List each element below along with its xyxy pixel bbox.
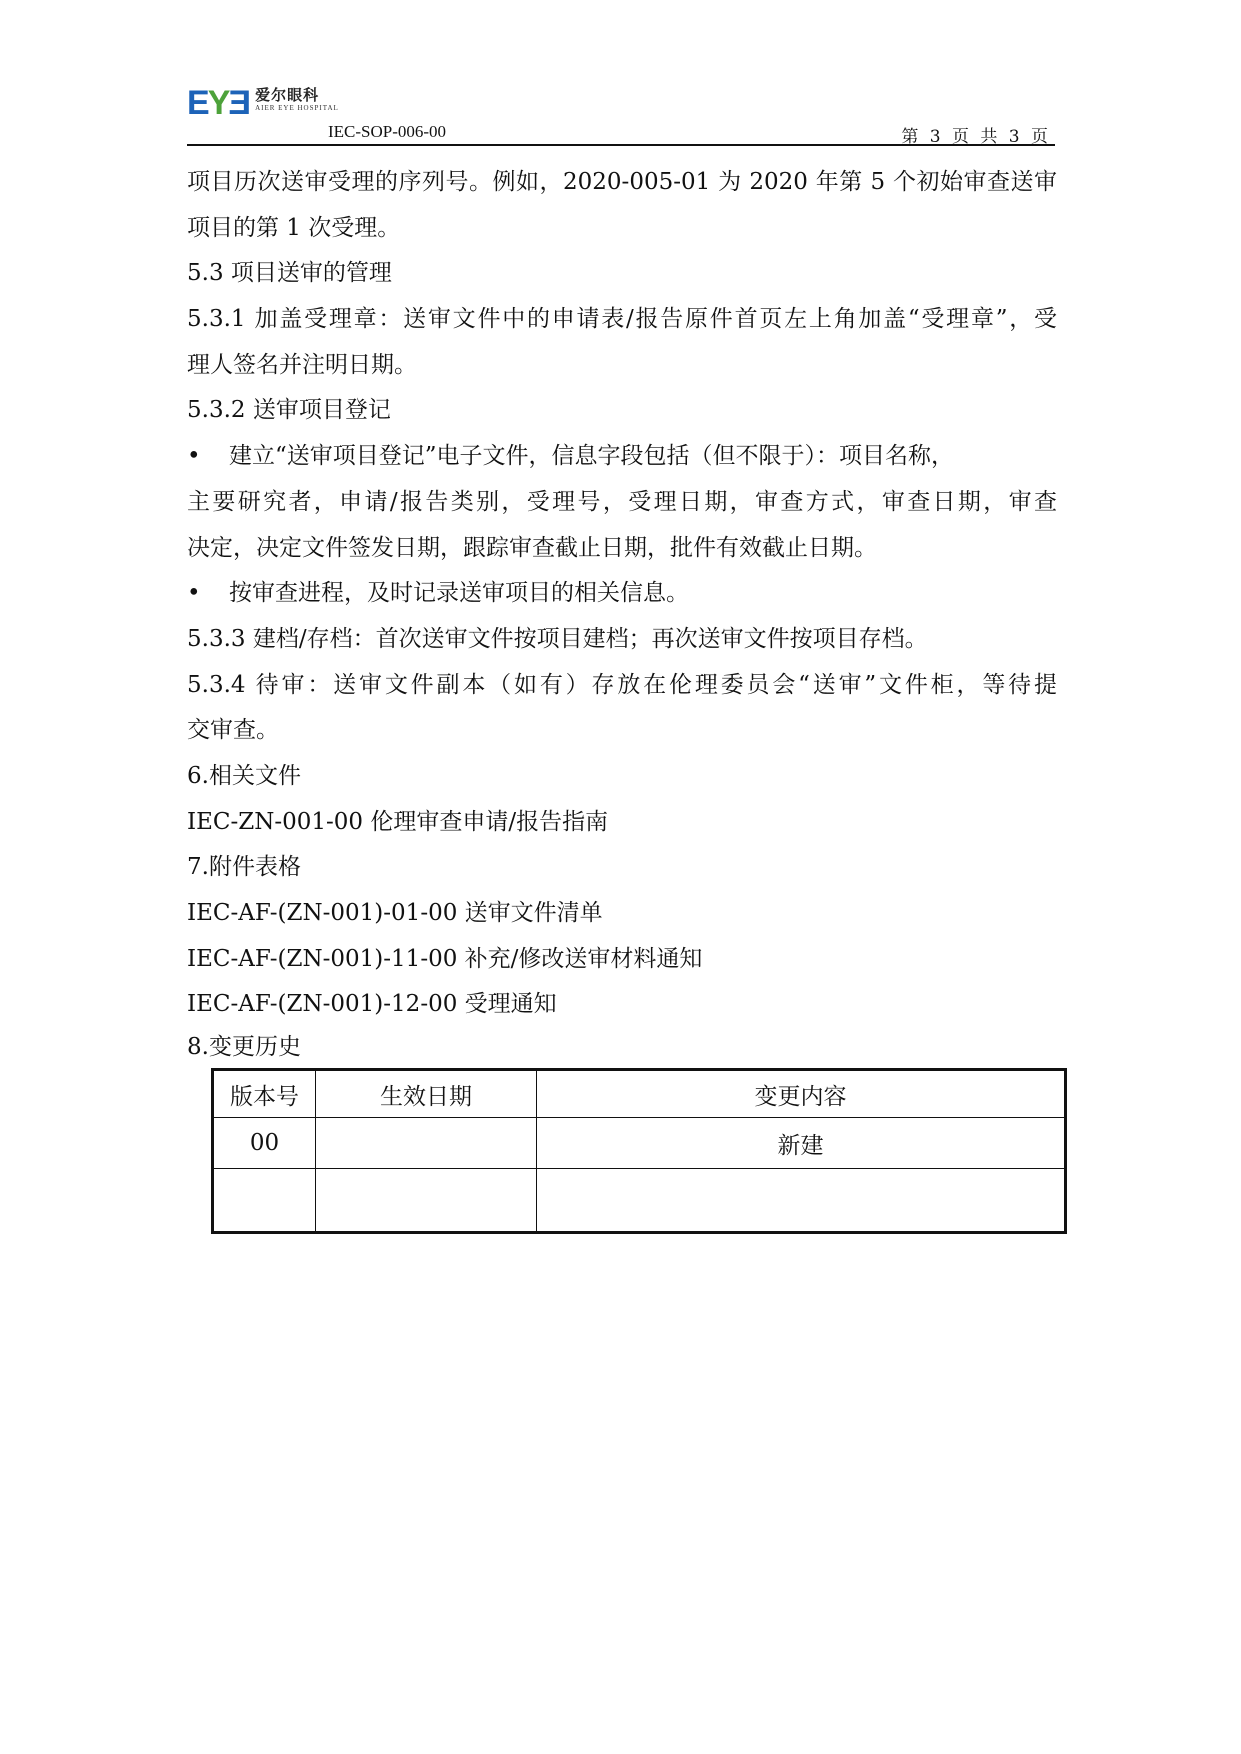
logo-english-name: AIER EYE HOSPITAL — [255, 104, 339, 112]
section-heading: 7.附件表格 — [187, 854, 301, 881]
header-divider — [187, 144, 1055, 146]
paragraph-line: 决定，决定文件签发日期，跟踪审查截止日期，批件有效截止日期。 — [187, 534, 877, 561]
bullet-icon: • — [187, 580, 201, 607]
logo-mark — [187, 86, 249, 120]
reference-line: IEC-AF-(ZN-001)-12-00 受理通知 — [187, 991, 557, 1018]
page-number: 第 3 页 共 3 页 — [901, 127, 1051, 147]
paragraph-line: 5.3.1 加盖受理章：送审文件中的申请表/报告原件首页左上角加盖“受理章”，受 — [187, 306, 1057, 333]
bullet-text: 按审查进程，及时记录送审项目的相关信息。 — [229, 580, 689, 607]
cell-effective-date — [316, 1118, 537, 1169]
table-row — [213, 1118, 1066, 1169]
logo-letter-y: Y — [207, 84, 229, 122]
bullet-line — [187, 434, 1057, 480]
table-row — [213, 1169, 1066, 1233]
paragraph-line: 项目历次送审受理的序列号。例如，2020-005-01 为 2020 年第 5 个初始审查送审 — [187, 169, 1057, 195]
paragraph-line: 项目的第 1 次受理。 — [187, 214, 401, 241]
logo-letter-e-mirrored: Ǝ — [228, 84, 250, 122]
reference-line: IEC-ZN-001-00 伦理审查申请/报告指南 — [187, 808, 609, 835]
section-heading: 8.变更历史 — [187, 1034, 301, 1061]
paragraph-line: 主要研究者，申请/报告类别，受理号，受理日期，审查方式，审查日期，审查 — [187, 488, 1057, 515]
header-change-content: 变更内容 — [537, 1070, 1066, 1118]
section-heading: 5.3.2 送审项目登记 — [187, 397, 391, 424]
section-heading: 5.3 项目送审的管理 — [187, 260, 392, 287]
page-header — [187, 80, 1055, 146]
section-heading: 6.相关文件 — [187, 762, 301, 789]
change-history-table — [211, 1068, 1067, 1234]
cell-version — [213, 1169, 316, 1233]
table-header-row — [213, 1070, 1066, 1118]
cell-change-content: 新建 — [537, 1118, 1066, 1169]
reference-line: IEC-AF-(ZN-001)-01-00 送审文件清单 — [187, 900, 603, 926]
header-version: 版本号 — [213, 1070, 316, 1118]
aier-eye-logo — [187, 86, 339, 120]
cell-change-content — [537, 1169, 1066, 1233]
bullet-line — [187, 571, 1057, 617]
paragraph-line: 5.3.4 待审：送审文件副本（如有）存放在伦理委员会“送审”文件柜，等待提 — [187, 671, 1057, 698]
bullet-icon: • — [187, 443, 201, 470]
document-body — [187, 160, 1057, 1066]
paragraph-line: 5.3.3 建档/存档：首次送审文件按项目建档；再次送审文件按项目存档。 — [187, 625, 928, 652]
paragraph-line: 交审查。 — [187, 717, 279, 744]
header-effective-date: 生效日期 — [316, 1070, 537, 1118]
paragraph-line: 理人签名并注明日期。 — [187, 351, 417, 378]
bullet-text: 建立“送审项目登记”电子文件，信息字段包括（但不限于）：项目名称， — [229, 443, 955, 470]
cell-effective-date — [316, 1169, 537, 1233]
logo-letter-e: E — [187, 84, 208, 122]
logo-chinese-name: 爱尔眼科 — [255, 86, 320, 104]
cell-version: 00 — [213, 1118, 316, 1169]
document-code: IEC-SOP-006-00 — [328, 122, 447, 141]
reference-line: IEC-AF-(ZN-001)-11-00 补充/修改送审材料通知 — [187, 945, 703, 972]
